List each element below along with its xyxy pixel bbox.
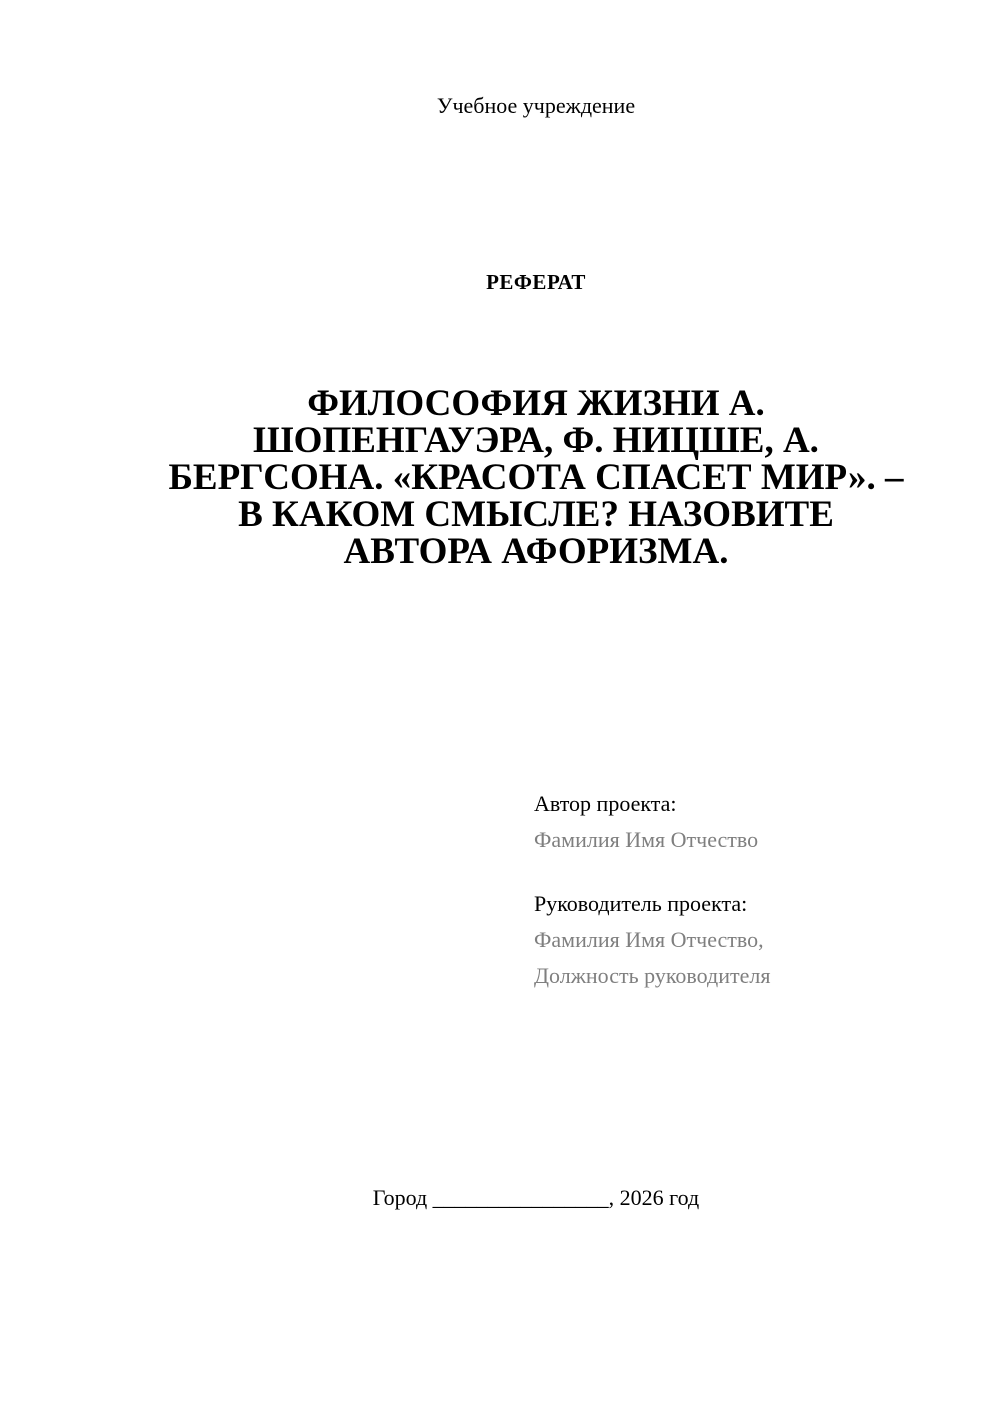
document-type: РЕФЕРАТ xyxy=(486,270,586,294)
credits-spacer xyxy=(534,858,974,886)
institution-name: Учебное учреждение xyxy=(436,93,636,118)
author-label: Автор проекта: xyxy=(534,791,677,816)
topic-line: БЕРГСОНА. «КРАСОТА СПАСЕТ МИР». – xyxy=(168,457,904,498)
supervisor-name: Фамилия Имя Отчество, xyxy=(534,927,764,952)
author-name: Фамилия Имя Отчество xyxy=(534,827,759,852)
supervisor-label: Руководитель проекта: xyxy=(534,891,748,916)
topic-title xyxy=(140,385,932,570)
topic-line: ФИЛОСОФИЯ ЖИЗНИ А. xyxy=(307,383,765,424)
topic-line: АВТОРА АФОРИЗМА. xyxy=(343,531,729,572)
credits-block xyxy=(534,786,974,994)
topic-line: В КАКОМ СМЫСЛЕ? НАЗОВИТЕ xyxy=(238,494,834,535)
city-year-line: Город ________________, 2026 год xyxy=(372,1185,700,1210)
supervisor-position: Должность руководителя xyxy=(534,963,771,988)
topic-line: ШОПЕНГАУЭРА, Ф. НИЦШЕ, А. xyxy=(253,420,819,461)
